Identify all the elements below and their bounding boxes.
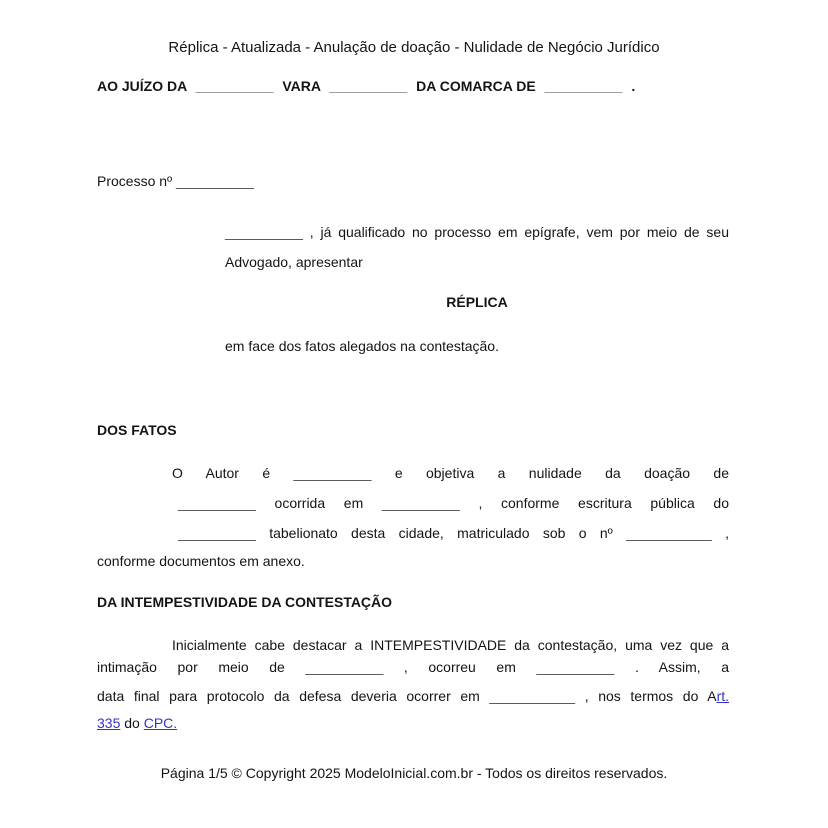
link-cpc[interactable]: CPC. — [143, 715, 178, 731]
qualification-paragraph-line-1 — [225, 223, 729, 242]
facts-paragraph-line-3 — [178, 524, 729, 543]
blank-field: __________ — [536, 659, 615, 675]
blank-field: ___________ — [626, 525, 712, 541]
text-run: Inicialmente cabe destacar a INTEMPESTIVIDADE da contestação, uma vez que a — [172, 637, 729, 653]
replica-subject-line — [225, 337, 499, 356]
section-heading-intempestividade — [97, 593, 392, 612]
blank-field: __________ — [381, 495, 460, 511]
text-run: data final para protocolo da defesa deveria ocorrer em — [97, 688, 480, 704]
text-run: Processo nº — [97, 173, 173, 189]
qualification-paragraph-line-2 — [225, 253, 363, 272]
doc-title — [0, 38, 828, 57]
intempestividade-paragraph-line-1 — [172, 636, 729, 655]
text-run: e objetiva a nulidade da doação de — [394, 465, 729, 481]
blank-field: __________ — [329, 78, 408, 94]
text-run: , nos termos do A — [584, 688, 717, 704]
link-art-335-part2[interactable]: 335 — [97, 715, 121, 731]
text-run: . — [631, 78, 636, 94]
blank-field: __________ — [195, 78, 274, 94]
blank-field: __________ — [544, 78, 623, 94]
text-run: Réplica - Atualizada - Anulação de doação - Nulidade de Negócio Jurídico — [168, 39, 660, 56]
text-run: AO JUÍZO DA — [97, 78, 187, 94]
text-run: tabelionato desta cidade, matriculado sob o nº — [269, 525, 613, 541]
text-run: DA INTEMPESTIVIDADE DA CONTESTAÇÃO — [97, 594, 393, 610]
replica-heading — [225, 293, 729, 312]
court-header — [97, 77, 738, 96]
process-number-line — [97, 172, 254, 191]
blank-field: __________ — [293, 465, 372, 481]
intempestividade-paragraph-line-4 — [97, 714, 177, 733]
text-run: , já qualificado no processo em epígrafe, vem por meio de seu — [309, 224, 730, 240]
text-run: Página 1/5 © Copyright 2025 ModeloInicial.com.br - Todos os direitos reservados. — [160, 765, 668, 781]
facts-paragraph-line-2 — [178, 494, 729, 513]
text-run: . Assim, a — [634, 659, 730, 675]
blank-field: __________ — [178, 525, 256, 541]
facts-paragraph-line-1 — [172, 464, 729, 483]
intempestividade-paragraph-line-3 — [97, 687, 729, 706]
text-run: ocorrida em — [274, 495, 364, 511]
text-run: O Autor é — [172, 465, 271, 481]
page-footer — [0, 764, 828, 783]
text-run: intimação por meio de — [97, 659, 285, 675]
facts-paragraph-line-4 — [97, 552, 305, 571]
blank-field: __________ — [305, 659, 384, 675]
section-heading-dos-fatos — [97, 421, 177, 440]
text-run: conforme documentos em anexo. — [97, 553, 305, 569]
blank-field: __________ — [225, 224, 303, 240]
blank-field: ___________ — [489, 688, 576, 704]
link-art-335-part1[interactable]: rt. — [716, 688, 730, 704]
text-run: do — [124, 715, 140, 731]
text-run: , ocorreu em — [403, 659, 516, 675]
text-run: DOS FATOS — [97, 422, 177, 438]
text-run: RÉPLICA — [446, 294, 508, 310]
blank-field: __________ — [176, 173, 254, 189]
text-run: , conforme escritura pública do — [478, 495, 730, 511]
text-run: em face dos fatos alegados na contestação. — [225, 338, 499, 354]
text-run: , — [725, 525, 730, 541]
intempestividade-paragraph-line-2 — [97, 658, 729, 677]
blank-field: __________ — [178, 495, 256, 511]
text-run: DA COMARCA DE — [416, 78, 536, 94]
text-run: Advogado, apresentar — [225, 254, 363, 270]
text-run: VARA — [282, 78, 321, 94]
